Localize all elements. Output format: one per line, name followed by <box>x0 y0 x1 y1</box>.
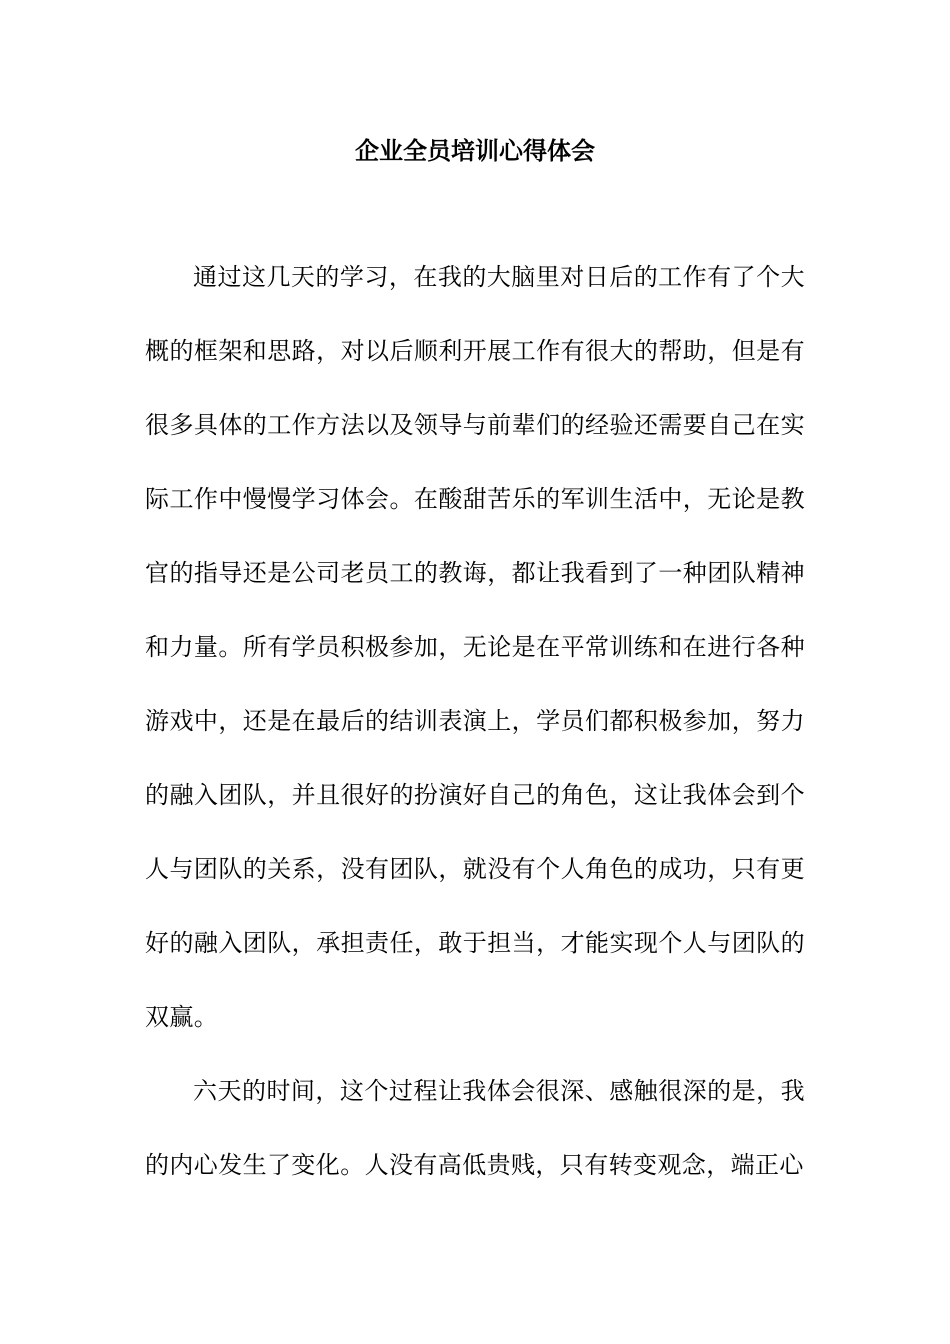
paragraph-2: 六天的时间，这个过程让我体会很深、感触很深的是，我的内心发生了变化。人没有高低贵贱，只有转变观念，端正心 <box>145 1077 805 1179</box>
document-body <box>145 240 805 1202</box>
document-title: 企业全员培训心得体会 <box>355 137 595 165</box>
paragraph-1: 通过这几天的学习，在我的大脑里对日后的工作有了个大概的框架和思路，对以后顺利开展工作有很大的帮助，但是有很多具体的工作方法以及领导与前辈们的经验还需要自己在实际工作中慢慢学习体会。在酸甜苦乐的军训生活中，无论是教官的指导还是公司老员工的教诲，都让我看到了一种团队精神和力量。所有学员积极参加，无论是在平常训练和在进行各种游戏中，还是在最后的结训表演上，学员们都积极参加，努力的融入团队，并且很好的扮演好自己的角色，这让我体会到个人与团队的关系，没有团队，就没有个人角色的成功，只有更好的融入团队，承担责任，敢于担当，才能实现个人与团队的双赢。 <box>145 263 805 1031</box>
